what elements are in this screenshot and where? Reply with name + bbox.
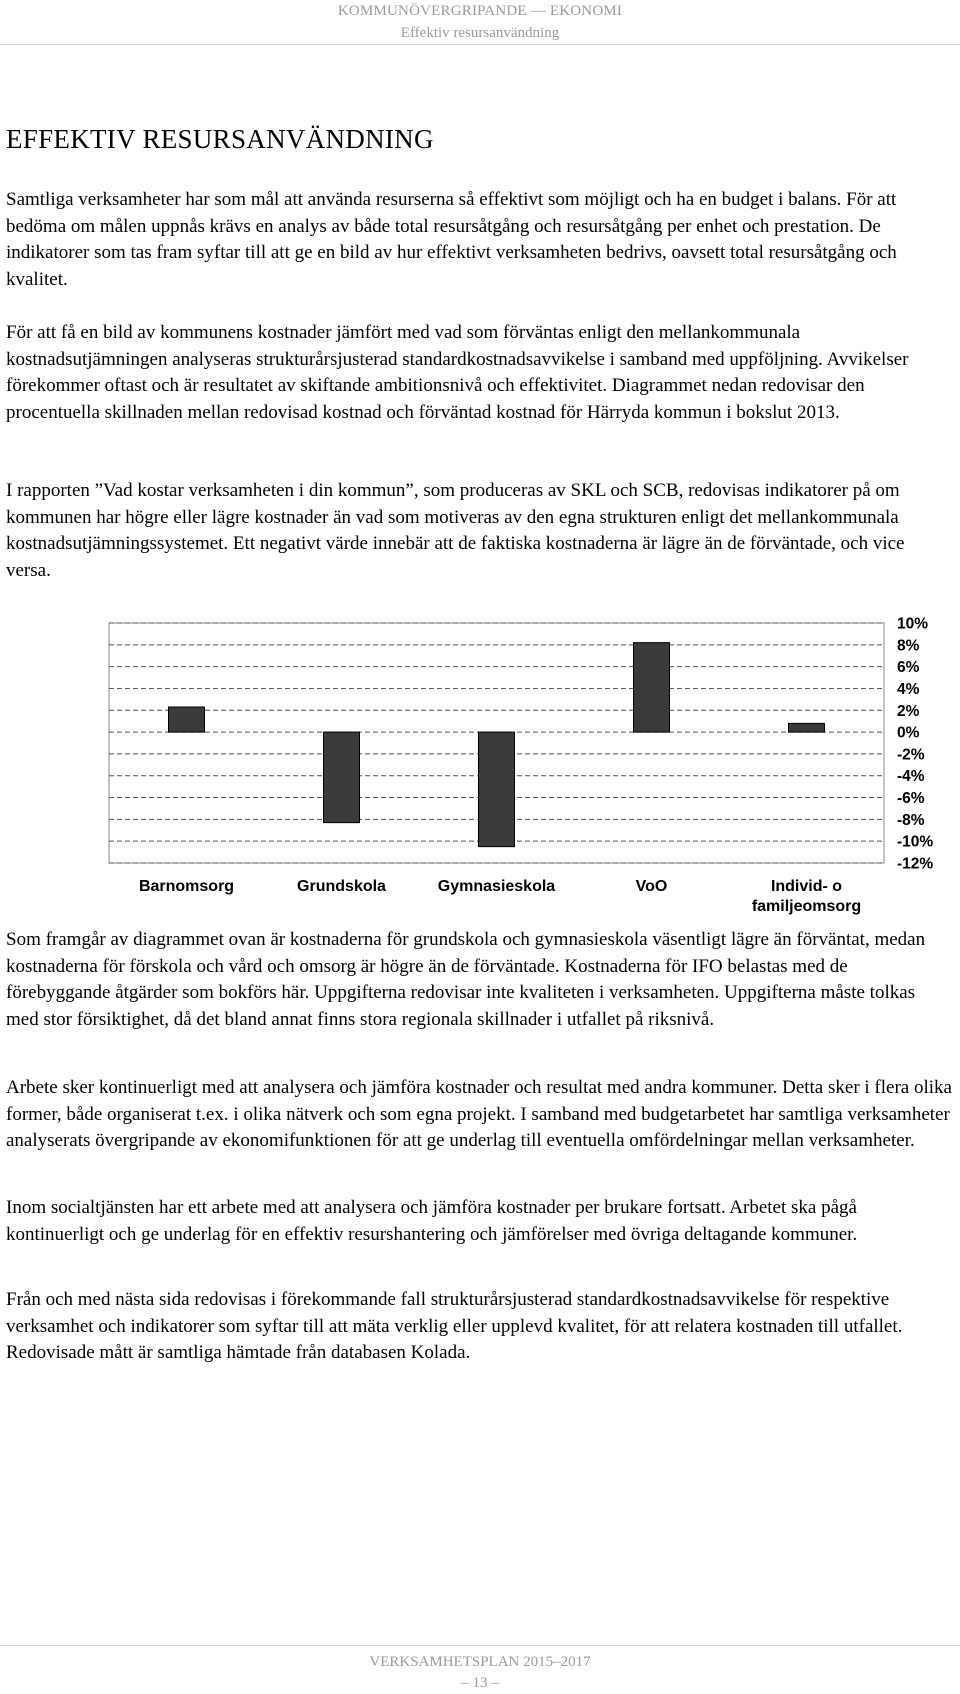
cost-deviation-chart xyxy=(0,605,960,915)
chart-svg xyxy=(0,605,960,915)
y-tick-label: 6% xyxy=(897,659,920,677)
paragraph-social-services xyxy=(6,1195,952,1248)
category-label: VoO xyxy=(635,878,668,895)
y-tick-label: 8% xyxy=(897,637,920,655)
category-label: Individ- o familjeomsorg xyxy=(751,878,862,915)
paragraph-3: I rapporten ”Vad kostar verksamheten i din kommun”, som produceras av SKL och SCB, redovisas indikatorer på om kommunen har högre eller lägre kostnader än vad som motiveras av den egna strukturen enligt det mellankommunala kostnadsutjämningssystemet. Ett negativt värde innebär att de faktiska kostnaderna är lägre än de förväntade, och vice versa. xyxy=(6,480,905,581)
bars xyxy=(169,643,825,847)
y-tick-label: -10% xyxy=(897,833,934,851)
bar-voo xyxy=(634,643,670,732)
y-tick-label: -2% xyxy=(897,746,925,764)
paragraph-5: Arbete sker kontinuerligt med att analysera och jämföra kostnader och resultat med andra kommuner. Detta sker i flera olika former, både organiserat t.ex. i olika nätverk och som egna projekt. I samband med budgetarbetet har samtliga verksamheter analyserats övergripande av ekonomifunktionen för att ge underlag till eventuella omfördelningar mellan verksamheter. xyxy=(6,1077,952,1151)
category-label: Gymnasieskola xyxy=(437,878,556,895)
bar-individ-o-familjeomsorg xyxy=(789,723,825,732)
paragraph-4: Som framgår av diagrammet ovan är kostnaderna för grundskola och gymnasieskola väsentligt lägre än förväntat, medan kostnaderna för förskola och vård och omsorg är högre än de förväntade. Kostnaderna för IFO belastas med de förebyggande åtgärder som bokförs här. Uppgifterna redovisar inte kvaliteten i verksamheten. Uppgifterna måste tolkas med stor försiktighet, då det bland annat finns stora regionala skillnader i utfallet på riksnivå. xyxy=(6,929,926,1030)
header-divider xyxy=(0,44,960,45)
y-tick-label: -8% xyxy=(897,811,925,829)
paragraph-6: Inom socialtjänsten har ett arbete med att analysera och jämföra kostnader per brukare fortsatt. Arbetet ska pågå kontinuerligt och ge underlag för en effektiv resurshantering och jämförelser med övriga deltagande kommuner. xyxy=(6,1197,858,1245)
paragraph-continuous-work xyxy=(6,1075,952,1155)
y-tick-label: 0% xyxy=(897,724,920,742)
bar-grundskola xyxy=(324,732,360,823)
page-title: EFFEKTIV RESURSANVÄNDNING xyxy=(6,124,434,154)
paragraph-2: För att få en bild av kommunens kostnader jämfört med vad som förväntas enligt den mellankommunala kostnadsutjämningen analyseras strukturårsjusterad standardkostnadsavvikelse i samband med uppföljning. Avvikelser förekommer oftast och är resultatet av skiftande ambitionsnivå och effektivitet. Diagrammet nedan redovisar den procentuella skillnaden mellan redovisad kostnad och förväntad kostnad för Härryda kommun i bokslut 2013. xyxy=(6,322,909,423)
y-tick-label: 2% xyxy=(897,702,920,720)
paragraph-report xyxy=(6,478,952,584)
paragraph-chart-analysis xyxy=(6,927,952,1033)
category-labels xyxy=(139,878,861,915)
y-tick-label: 4% xyxy=(897,680,920,698)
bar-barnomsorg xyxy=(169,707,205,732)
bar-gymnasieskola xyxy=(479,732,515,847)
header-subsection: Effektiv resursanvändning xyxy=(400,25,560,41)
y-tick-label: -4% xyxy=(897,768,925,786)
page-footer xyxy=(0,1652,960,1694)
y-tick-label: 10% xyxy=(897,615,929,633)
running-header xyxy=(0,0,960,44)
footer-plan: VERKSAMHETSPLAN 2015–2017 xyxy=(369,1654,591,1670)
paragraph-intro xyxy=(6,187,952,293)
paragraph-next-pages xyxy=(6,1287,952,1367)
paragraph-1: Samtliga verksamheter har som mål att använda resurserna så effektivt som möjligt och ha en budget i balans. För att bedöma om målen uppnås krävs en analys av både total resursåtgång och resursåtgång per enhet och prestation. De indikatorer som tas fram syftar till att ge en bild av hur effektivt verksamheten bedrivs, oavsett total resursåtgång och kvalitet. xyxy=(6,189,897,290)
category-label: Barnomsorg xyxy=(138,878,235,895)
paragraph-cost-comparison xyxy=(6,320,952,426)
header-section: KOMMUNÖVERGRIPANDE — EKONOMI xyxy=(337,3,623,19)
paragraph-7: Från och med nästa sida redovisas i förekommande fall strukturårsjusterad standardkostnadsavvikelse för respektive verksamhet och indikatorer som syftar till att mäta verklig eller upplevd kvalitet, för att relatera kostnaden till utfallet. Redovisade mått är samtliga hämtade från databasen Kolada. xyxy=(6,1289,903,1363)
y-tick-label: -6% xyxy=(897,790,925,808)
footer-divider xyxy=(0,1645,960,1646)
page-number: – 13 – xyxy=(461,1675,499,1691)
y-tick-label: -12% xyxy=(897,855,934,873)
category-label: Grundskola xyxy=(297,878,386,895)
y-axis-labels xyxy=(897,616,933,873)
